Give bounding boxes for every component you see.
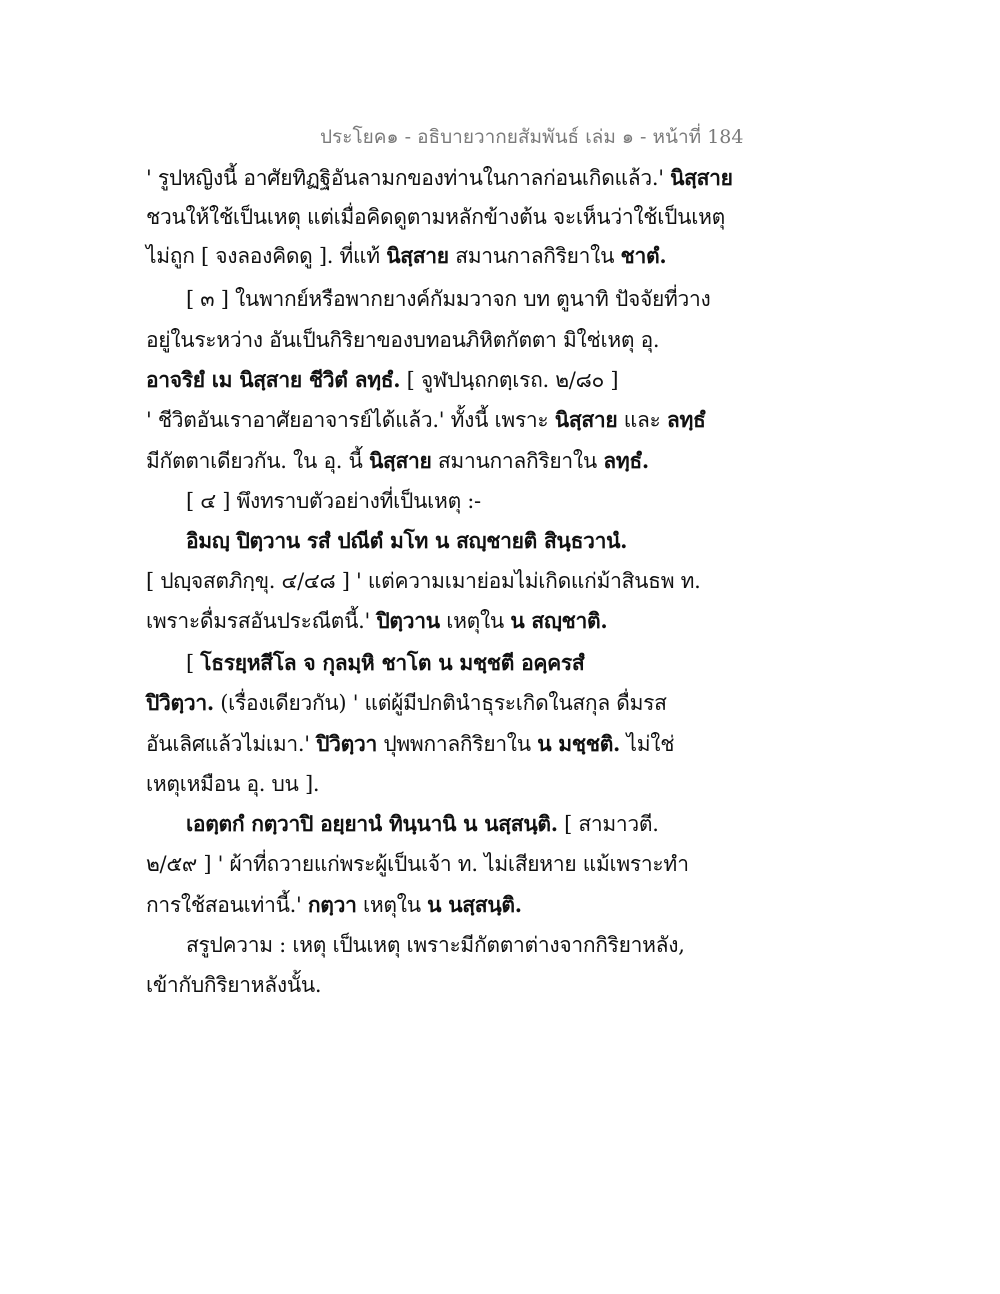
text-span: การใช้สอนเท่านี้.'	[146, 893, 308, 917]
text-line-14	[146, 687, 667, 720]
pali-term: โธรยฺหสีโล จ กุลมฺหิ ชาโต น มชฺชตี อคฺครสํ	[200, 650, 585, 675]
text-line-21	[146, 969, 321, 1002]
text-span: เหตุใน	[439, 609, 511, 633]
text-span: ' รูปหญิงนี้ อาศัยทิฏฐิอันลามกของท่านในกาลก่อนเกิดแล้ว.'	[146, 166, 671, 190]
text-span: มีกัตตาเดียวกัน. ใน อุ. นี้	[146, 449, 369, 473]
text-line-20	[186, 929, 685, 962]
text-line-19	[146, 889, 522, 922]
pali-term: เอตฺตกํ กตฺวาปิ อยฺยานํ ทินฺนานิ น นสฺสนฺติ.	[186, 811, 558, 836]
text-line-2	[146, 201, 725, 234]
pali-term: อาจริยํ เม นิสฺสาย ชีวิตํ ลทฺธํ.	[146, 367, 401, 392]
text-span: เข้ากับกิริยาหลังนั้น.	[146, 973, 322, 997]
text-span: ชวนให้ใช้เป็นเหตุ แต่เมื่อคิดดูตามหลักข้างต้น จะเห็นว่าใช้เป็นเหตุ	[146, 205, 725, 229]
text-span: เพราะดื่มรสอันประณีตนี้.'	[146, 609, 377, 633]
text-line-8	[146, 445, 649, 478]
text-span: ' ชีวิตอันเราอาศัยอาจารย์ได้แล้ว.' ทั้งนี้ เพราะ	[146, 408, 555, 432]
pali-term: นิสฺสาย	[368, 448, 432, 473]
text-line-11	[146, 565, 701, 598]
text-span: [ ปญฺจสตภิกฺขุ. ๔/๔๘ ] ' แต่ความเมาย่อมไม่เกิดแก่ม้าสินธพ ท.	[146, 569, 701, 593]
pali-term: ปิตฺวาน	[376, 608, 440, 633]
pali-term: ปิวิตฺวา	[316, 731, 377, 756]
text-line-15	[146, 728, 674, 761]
text-line-4	[186, 283, 710, 316]
text-span: เหตุใน	[356, 893, 428, 917]
pali-term: ลทฺธํ	[666, 407, 706, 432]
text-line-10	[186, 525, 627, 558]
text-span: [	[186, 651, 201, 675]
text-span: ไม่ถูก [ จงลองคิดดู ]. ที่แท้	[146, 244, 387, 268]
pali-term: ลทฺธํ.	[603, 448, 649, 473]
pali-term: นิสฺสาย	[386, 243, 449, 268]
text-line-16	[146, 768, 319, 801]
pali-term: น สญฺชาติ.	[510, 608, 608, 633]
text-line-3	[146, 240, 666, 273]
text-span: อันเลิศแล้วไม่เมา.'	[146, 732, 317, 756]
pali-term: อิมญฺ ปิตฺวาน รสํ ปณีตํ มโท น สญฺชายติ สินฺธวานํ.	[186, 528, 628, 553]
pali-term: กตฺวา	[307, 892, 357, 917]
text-span: ไม่ใช่	[620, 732, 675, 756]
text-span: [ ๔ ] พึงทราบตัวอย่างที่เป็นเหตุ :-	[186, 489, 481, 513]
text-span: ปุพพกาลกิริยาใน	[376, 732, 538, 756]
pali-term: นิสฺสาย	[670, 165, 733, 190]
pali-term: น มชฺชติ.	[537, 731, 621, 756]
text-span: [ จูฬปนฺถกตฺเรถ. ๒/๘๐ ]	[400, 368, 619, 392]
text-line-13	[186, 647, 584, 680]
text-span: สมานกาลกิริยาใน	[448, 244, 621, 268]
text-span: และ	[617, 408, 667, 432]
pali-term: น นสฺสนฺติ.	[427, 892, 522, 917]
page-header: ประโยค๑ - อธิบายวากยสัมพันธ์ เล่ม ๑ - หน้าที่ 184	[320, 126, 744, 148]
text-span: สรูปความ : เหตุ เป็นเหตุ เพราะมีกัตตาต่างจากกิริยาหลัง,	[186, 933, 685, 957]
text-line-5	[146, 324, 659, 357]
text-span: สมานกาลกิริยาใน	[431, 449, 604, 473]
text-span: ๒/๕๙ ] ' ผ้าที่ถวายแก่พระผู้เป็นเจ้า ท. ไม่เสียหาย แม้เพราะทำ	[146, 852, 689, 876]
text-span: (เรื่องเดียวกัน) ' แต่ผู้มีปกตินำธุระเกิดในสกุล ดื่มรส	[213, 691, 667, 715]
text-line-6	[146, 364, 618, 397]
text-span: อยู่ในระหว่าง อันเป็นกิริยาของบทอนภิหิตกัตตา มิใช่เหตุ อุ.	[146, 328, 660, 352]
text-span: [ สามาวตี.	[557, 812, 659, 836]
text-line-17	[186, 808, 659, 841]
text-line-1	[146, 162, 733, 195]
pali-term: นิสฺสาย	[554, 407, 618, 432]
text-span: เหตุเหมือน อุ. บน ].	[146, 772, 320, 796]
text-line-12	[146, 605, 607, 638]
text-line-18	[146, 848, 689, 881]
text-line-7	[146, 404, 706, 437]
text-span: [ ๓ ] ในพากย์หรือพากยางค์กัมมวาจก บท ตูนาทิ ปัจจัยที่วาง	[186, 287, 711, 311]
pali-term: ปิวิตฺวา.	[146, 690, 214, 715]
pali-term: ชาตํ.	[620, 243, 667, 268]
text-line-9	[186, 485, 481, 518]
